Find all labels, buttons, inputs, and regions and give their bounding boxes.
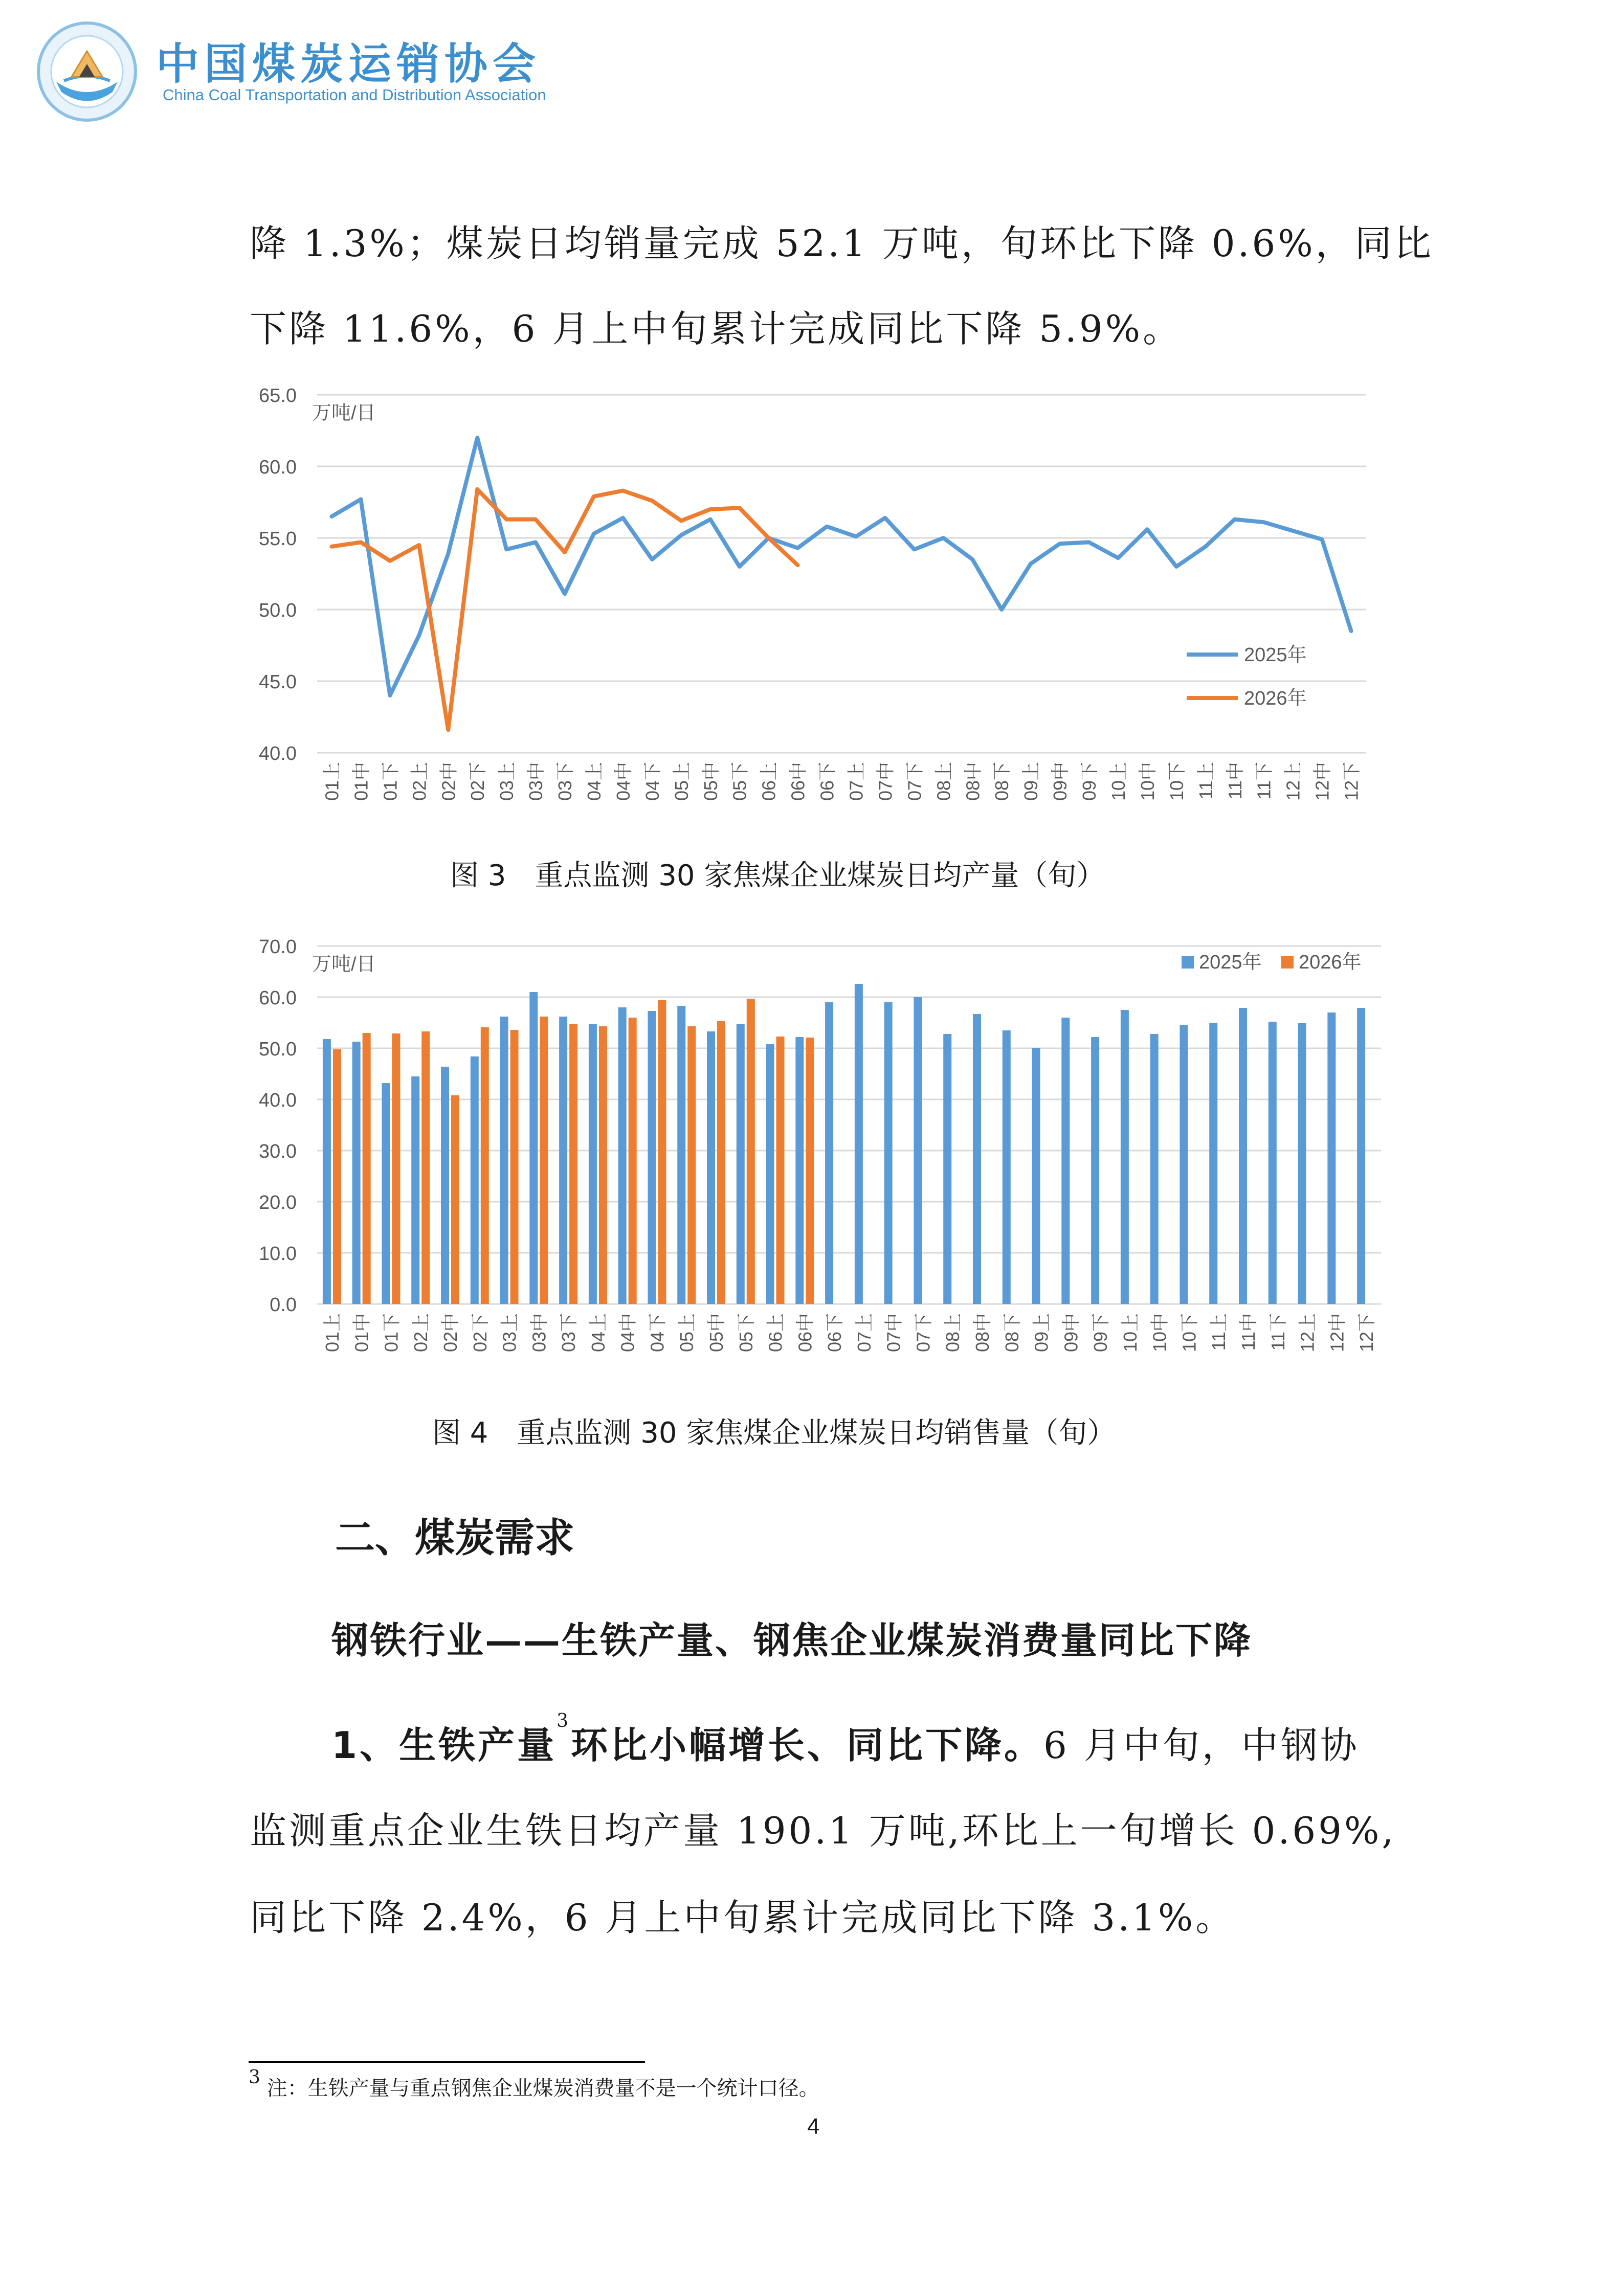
x-tick-label: 10上 [1107,762,1129,801]
bar [717,1021,725,1304]
x-tick-label: 07上 [853,1313,875,1353]
footnote-text: 注：生铁产量与重点钢焦企业煤炭消费量不是一个统计口径。 [260,2077,819,2100]
x-tick-label: 05下 [735,1313,757,1353]
x-tick-label: 06中 [794,1313,816,1353]
legend-label: 2025年 [1244,644,1307,666]
data-point [331,546,332,547]
data-point [768,537,769,539]
footnote [249,2067,819,2101]
data-point [1205,546,1206,547]
bar [618,1007,627,1304]
paragraph-line: 降 1.3%；煤炭日均销量完成 52.1 万吨，旬环比下降 0.6%，同比 [250,222,1434,265]
y-tick-label: 40.0 [259,1090,297,1111]
paragraph-line: 监测重点企业生铁日均产量 190.1 万吨,环比上一旬增长 0.69%, [250,1809,1396,1852]
x-tick-label: 05中 [700,762,721,801]
data-point [506,519,507,520]
x-tick-label: 01中 [351,1313,372,1353]
x-tick-label: 06上 [758,762,780,801]
bar [914,997,922,1304]
bar [333,1049,341,1304]
bar [441,1067,449,1304]
bar [599,1026,607,1304]
y-tick-label: 50.0 [259,1039,297,1060]
paragraph-text: 6 月中旬，中钢协 [1043,1724,1360,1767]
y-tick-label: 65.0 [259,385,297,407]
data-point [1117,557,1119,559]
footnote-divider [249,2061,645,2063]
bar [1121,1010,1129,1304]
data-point [1059,543,1061,545]
y-tick-label: 0.0 [270,1294,297,1316]
data-point [331,516,332,517]
data-point [360,499,362,500]
y-tick-label: 10.0 [259,1243,297,1265]
org-name-en: China Coal Transportation and Distribution Association [163,86,546,104]
bar [1327,1012,1336,1304]
legend-swatch [1182,956,1194,969]
header [36,20,650,128]
data-point [826,526,828,527]
x-tick-label: 02下 [469,1313,491,1353]
bar [1269,1022,1277,1304]
bar [451,1095,459,1304]
paragraph-line: 下降 11.6%，6 月上中旬累计完成同比下降 5.9%。 [250,307,1183,350]
bold-lead: 环比小幅增长、同比下降。 [571,1724,1044,1767]
data-point [506,549,507,550]
bar [589,1024,597,1304]
x-tick-label: 12上 [1282,762,1304,801]
bar [658,1000,666,1304]
data-point [1292,530,1294,532]
data-point [389,695,391,696]
x-tick-label: 04上 [587,1313,609,1353]
bar [352,1042,361,1304]
bar [1357,1008,1365,1304]
x-tick-label: 07中 [883,1313,904,1353]
data-point [1030,563,1032,565]
x-tick-label: 10上 [1119,1313,1141,1353]
x-tick-label: 04中 [612,762,634,801]
bar [1298,1023,1306,1304]
data-point [389,560,391,561]
data-point [739,507,740,509]
x-tick-label: 09上 [1020,762,1042,801]
bar [1061,1018,1070,1304]
x-tick-label: 10中 [1137,762,1158,801]
bar [687,1026,696,1304]
x-tick-label: 05上 [676,1313,698,1353]
bar [323,1039,331,1304]
y-tick-label: 45.0 [259,671,297,693]
x-tick-label: 04下 [647,1313,668,1353]
data-point [564,593,566,595]
data-point [448,729,449,731]
bar [540,1017,548,1304]
bar-chart-daily-sales [240,930,1407,1390]
data-point [1234,519,1235,520]
bar [677,1006,685,1304]
bar [825,1002,833,1304]
bar [766,1044,774,1304]
data-point [593,496,594,497]
bar [1180,1025,1188,1304]
x-tick-label: 06下 [816,762,838,801]
x-tick-label: 03上 [496,762,518,801]
x-tick-label: 03中 [528,1313,550,1353]
bar [737,1024,745,1304]
bar [500,1017,508,1304]
x-tick-label: 06上 [765,1313,786,1353]
data-point [418,635,420,636]
x-tick-label: 04中 [617,1313,638,1353]
x-tick-label: 12下 [1356,1313,1377,1353]
bar [421,1031,430,1304]
legend-label: 2026年 [1299,952,1362,973]
x-tick-label: 11上 [1195,762,1216,800]
data-point [943,537,944,539]
data-point [855,536,857,537]
data-point [477,488,478,490]
bar [481,1027,489,1304]
data-point [448,553,449,554]
bar [1150,1034,1159,1304]
data-point [680,520,682,522]
x-tick-label: 08中 [962,762,984,801]
subsection-heading: 钢铁行业——生铁产量、钢焦企业煤炭消费量同比下降 [331,1618,1253,1662]
data-point [360,542,362,543]
y-axis-label: 万吨/日 [312,402,376,424]
data-point [418,545,420,546]
data-point [1263,522,1264,523]
y-tick-label: 70.0 [259,936,297,958]
paragraph-line: 同比下降 2.4%，6 月上中旬累计完成同比下降 3.1%。 [250,1896,1235,1939]
y-tick-label: 60.0 [259,457,297,478]
bar [382,1083,390,1304]
x-tick-label: 12中 [1311,762,1333,801]
association-logo [36,20,138,123]
x-tick-label: 03上 [499,1313,520,1353]
y-tick-label: 40.0 [259,743,297,764]
data-point [797,565,798,566]
x-tick-label: 08中 [972,1313,993,1353]
x-tick-label: 08下 [1001,1313,1022,1353]
x-tick-label: 11上 [1208,1313,1230,1351]
y-axis-label: 万吨/日 [312,954,376,975]
x-tick-label: 08上 [942,1313,964,1353]
data-point [914,549,915,550]
bar [569,1024,577,1304]
data-point [564,552,566,553]
bar [943,1034,951,1304]
bar [411,1076,419,1304]
x-tick-label: 03下 [558,1313,580,1353]
x-tick-label: 01下 [380,762,401,801]
x-tick-label: 06中 [787,762,809,801]
legend-label: 2025年 [1199,952,1262,973]
bar [973,1014,981,1304]
x-tick-label: 01下 [381,1313,402,1353]
data-point [651,559,653,560]
x-tick-label: 10下 [1166,762,1187,801]
x-tick-label: 12下 [1341,762,1362,801]
x-tick-label: 03中 [525,762,547,801]
bar [1239,1008,1247,1304]
x-tick-label: 07下 [913,1313,934,1353]
y-tick-label: 30.0 [259,1141,297,1162]
x-tick-label: 09上 [1031,1313,1052,1353]
bar [648,1011,656,1304]
x-tick-label: 01上 [321,1313,343,1353]
x-tick-label: 05上 [671,762,692,801]
x-tick-label: 11中 [1238,1313,1259,1351]
series-line-2025年 [331,438,1351,695]
x-tick-label: 10中 [1149,1313,1170,1353]
bar [1032,1048,1040,1304]
data-point [797,547,798,549]
x-tick-label: 07上 [846,762,867,801]
y-tick-label: 60.0 [259,987,297,1009]
bar [510,1030,519,1304]
data-point [972,559,973,560]
org-name-cn: 中国煤炭运销协会 [156,39,541,89]
bar [1091,1037,1099,1304]
bar [855,984,863,1304]
data-point [651,500,653,502]
x-tick-label: 02上 [410,1313,432,1353]
footnote-mark: 3 [249,2067,260,2088]
bar [747,999,755,1304]
bar [392,1033,400,1304]
paragraph-line [331,1710,1360,1769]
x-tick-label: 02上 [409,762,430,801]
figure-caption: 图 3 重点监测 30 家焦煤企业煤炭日均产量（旬） [450,859,1105,892]
x-tick-label: 02中 [440,1313,461,1353]
x-tick-label: 12中 [1326,1313,1348,1353]
bar [1209,1023,1217,1304]
data-point [1175,566,1177,568]
bar [529,992,538,1304]
figure-caption: 图 4 重点监测 30 家焦煤企业煤炭日均销售量（旬） [432,1416,1116,1450]
bar [707,1031,715,1304]
data-point [622,490,624,491]
legend-label: 2026年 [1244,688,1307,709]
x-tick-label: 04下 [641,762,663,801]
x-tick-label: 07中 [875,762,896,801]
x-tick-label: 05中 [706,1313,727,1353]
x-tick-label: 02下 [467,762,488,801]
data-point [477,437,478,439]
data-point [884,517,886,519]
data-point [593,533,594,534]
y-tick-label: 20.0 [259,1192,297,1213]
x-tick-label: 09中 [1050,762,1071,801]
bar [629,1018,637,1304]
bar [559,1017,567,1304]
x-tick-label: 11下 [1253,762,1275,800]
bold-lead: 1、生铁产量 [331,1724,557,1767]
y-tick-label: 55.0 [259,528,297,550]
x-tick-label: 09下 [1079,762,1100,801]
bar [884,1002,893,1304]
x-tick-label: 05下 [729,762,750,801]
x-tick-label: 06下 [824,1313,846,1353]
data-point [1001,609,1003,611]
bar [1003,1030,1011,1304]
section-heading: 二、煤炭需求 [335,1515,575,1561]
x-tick-label: 08下 [991,762,1013,801]
x-tick-label: 07下 [904,762,925,801]
data-point [680,534,682,536]
data-point [709,519,711,520]
page-number: 4 [807,2114,820,2139]
data-point [622,517,624,519]
legend-swatch [1281,956,1294,969]
x-tick-label: 09中 [1060,1313,1082,1353]
x-tick-label: 11下 [1267,1313,1288,1351]
line-chart-daily-production [240,378,1407,839]
data-point [739,566,740,568]
bar [806,1038,814,1304]
bar [471,1056,479,1304]
bar [363,1033,371,1304]
x-tick-label: 10下 [1178,1313,1200,1353]
x-tick-label: 02中 [438,762,459,801]
data-point [1146,529,1148,530]
footnote-ref: 3 [557,1710,571,1731]
x-tick-label: 08上 [933,762,954,801]
x-tick-label: 12上 [1297,1313,1318,1353]
x-tick-label: 09下 [1090,1313,1111,1353]
data-point [535,519,537,520]
x-tick-label: 04上 [583,762,605,801]
bar [795,1037,804,1304]
y-tick-label: 50.0 [259,600,297,621]
data-point [709,509,711,510]
x-tick-label: 01中 [350,762,372,801]
bar [776,1037,785,1304]
data-point [1321,538,1323,540]
data-point [1088,542,1090,543]
data-point [535,542,537,543]
data-point [1350,631,1352,632]
x-tick-label: 11中 [1224,762,1245,800]
x-tick-label: 01上 [321,762,343,801]
x-tick-label: 03下 [554,762,576,801]
